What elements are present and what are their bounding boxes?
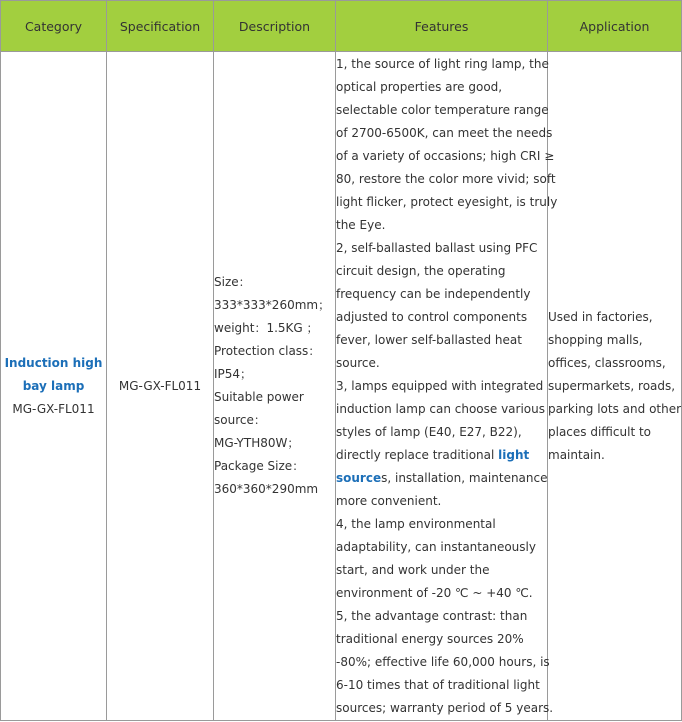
features-line-with-link: [336, 467, 547, 490]
features-line: 2, self-ballasted ballast using PFC: [336, 240, 538, 255]
category-model: MG-GX-FL011: [12, 401, 95, 416]
application-line: offices, classrooms,: [548, 355, 666, 370]
specification-cell: MG-GX-FL011: [107, 52, 214, 721]
features-cell: [336, 52, 558, 721]
category-cell: [1, 52, 107, 721]
features-line: frequency can be independently: [336, 286, 531, 301]
table-row: [1, 52, 682, 721]
description-cell: [214, 52, 336, 721]
category-name-line[interactable]: bay lamp: [22, 378, 85, 393]
features-line: circuit design, the operating: [336, 263, 506, 278]
description-line: 360*360*290mm: [214, 482, 319, 496]
features-line: fever, lower self-ballasted heat: [336, 332, 522, 347]
features-line: environment of -20 ℃ ~ +40 ℃.: [336, 585, 533, 600]
features-line: of a variety of occasions; high CRI ≥: [336, 148, 555, 163]
description-line: IP54；: [214, 367, 253, 381]
application-cell: [548, 52, 682, 721]
application-line: parking lots and other: [548, 401, 682, 416]
features-line: source.: [336, 355, 380, 370]
features-line: styles of lamp (E40, E27, B22),: [336, 424, 522, 439]
features-line: 6-10 times that of traditional light: [336, 677, 540, 692]
header-specification: Specification: [107, 1, 214, 52]
description-line: 333*333*260mm；: [214, 298, 331, 312]
features-line: optical properties are good,: [336, 79, 503, 94]
features-line: of 2700-6500K, can meet the needs: [336, 125, 553, 140]
header-description: Description: [214, 1, 336, 52]
features-line: the Eye.: [336, 217, 386, 232]
header-application: Application: [548, 1, 682, 52]
features-line: induction lamp can choose various: [336, 401, 545, 416]
header-category: Category: [1, 1, 107, 52]
features-line: start, and work under the: [336, 562, 490, 577]
features-line: adjusted to control components: [336, 309, 528, 324]
application-line: supermarkets, roads,: [548, 378, 676, 393]
description-line: source：: [214, 413, 266, 427]
features-line: light flicker, protect eyesight, is truly: [336, 194, 558, 209]
features-line: 4, the lamp environmental: [336, 516, 496, 531]
features-line: 3, lamps equipped with integrated: [336, 378, 544, 393]
header-features: Features: [336, 1, 548, 52]
features-link-suffix: s, installation, maintenance: [381, 470, 548, 485]
category-name-line[interactable]: Induction high: [4, 355, 103, 370]
features-line: more convenient.: [336, 493, 442, 508]
table-header-row: [1, 1, 682, 52]
description-line: Size：: [214, 275, 251, 289]
description-line: Suitable power: [214, 390, 304, 404]
features-line: sources; warranty period of 5 years.: [336, 700, 554, 715]
features-line: adaptability, can instantaneously: [336, 539, 536, 554]
description-line: Package Size：: [214, 459, 305, 473]
application-line: maintain.: [548, 447, 605, 462]
features-line: 1, the source of light ring lamp, the: [336, 56, 549, 71]
features-line: traditional energy sources 20%: [336, 631, 524, 646]
light-link[interactable]: light: [498, 447, 530, 462]
features-link-prefix: directly replace traditional: [336, 447, 499, 462]
application-line: shopping malls,: [548, 332, 643, 347]
description-line: weight：1.5KG ；: [214, 321, 319, 335]
description-line: Protection class：: [214, 344, 321, 358]
features-line: 80, restore the color more vivid; soft: [336, 171, 556, 186]
application-line: Used in factories,: [548, 309, 653, 324]
features-line: selectable color temperature range: [336, 102, 549, 117]
source-link[interactable]: source: [336, 470, 382, 485]
description-line: MG-YTH80W；: [214, 436, 300, 450]
features-line: 5, the advantage contrast: than: [336, 608, 528, 623]
features-line-with-link: [336, 444, 547, 467]
features-line: -80%; effective life 60,000 hours, is: [336, 654, 550, 669]
application-line: places difficult to: [548, 424, 652, 439]
